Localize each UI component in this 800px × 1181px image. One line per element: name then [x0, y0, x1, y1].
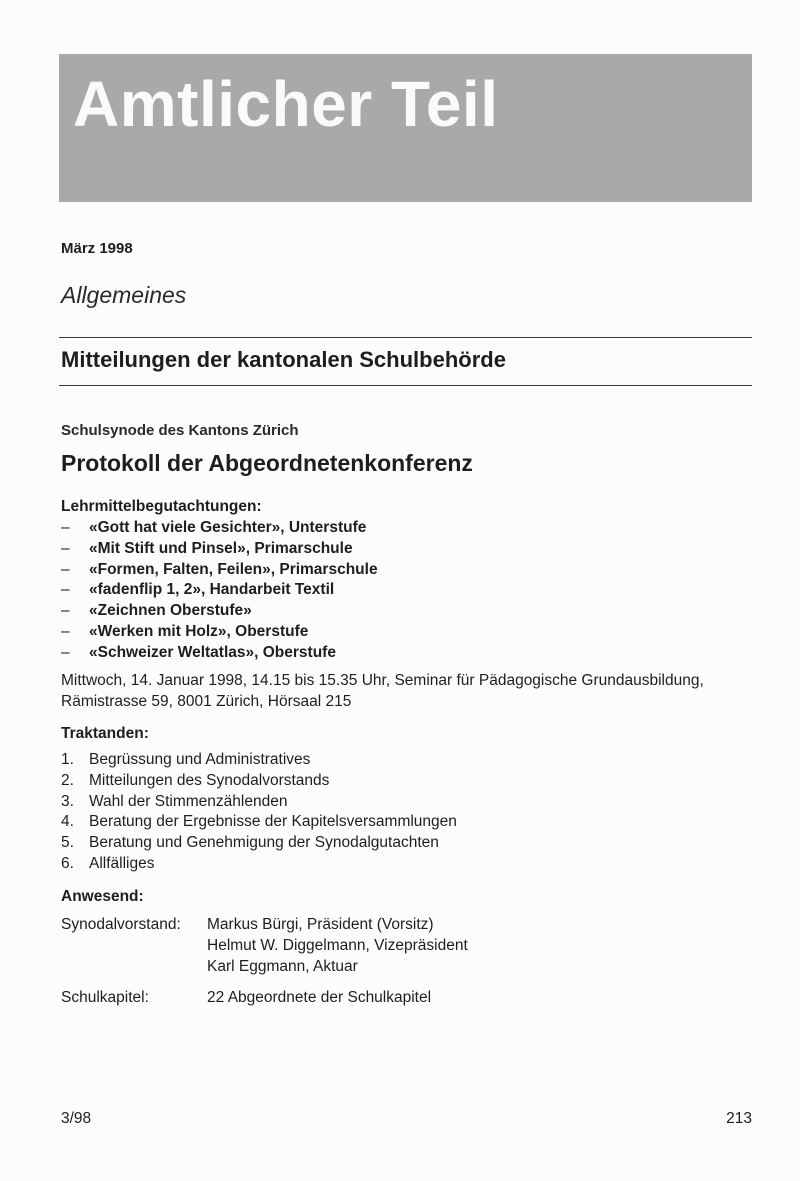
traktandum: Beratung und Genehmigung der Synodalgutachten — [89, 834, 439, 852]
lehrmittel-list — [61, 518, 378, 664]
list-item — [61, 854, 457, 875]
traktandum: Beratung der Ergebnisse der Kapitelsversammlungen — [89, 813, 457, 831]
traktanden-list — [61, 750, 457, 875]
item-number: 2. — [61, 771, 74, 789]
list-item — [61, 601, 378, 622]
list-item — [61, 833, 457, 854]
lehrmittel-item: «Mit Stift und Pinsel», Primarschule — [89, 539, 353, 557]
list-item — [61, 518, 378, 539]
lehrmittel-item: «Zeichnen Oberstufe» — [89, 602, 252, 620]
dash-marker: – — [61, 622, 70, 640]
anwesend-title: Anwesend: — [61, 888, 144, 905]
attendance-names — [207, 914, 468, 977]
section-title: Allgemeines — [61, 282, 187, 308]
issue-date: März 1998 — [61, 240, 133, 257]
subheading: Schulsynode des Kantons Zürich — [61, 422, 299, 439]
dash-marker: – — [61, 602, 70, 620]
traktandum: Begrüssung und Administratives — [89, 751, 311, 768]
attendee-name: Karl Eggmann, Aktuar — [207, 958, 358, 975]
item-number: 4. — [61, 813, 74, 831]
item-number: 3. — [61, 792, 74, 810]
issue-number: 3/98 — [61, 1110, 92, 1127]
dash-marker: – — [61, 643, 70, 661]
list-item — [61, 643, 378, 664]
traktandum: Allfälliges — [89, 854, 155, 872]
list-item — [61, 580, 378, 601]
traktanden-title: Traktanden: — [61, 725, 149, 742]
dash-marker: – — [61, 539, 70, 557]
item-number: 5. — [61, 834, 74, 852]
list-item — [61, 539, 378, 560]
lehrmittel-item: «Werken mit Holz», Oberstufe — [89, 622, 309, 640]
dash-marker: – — [61, 560, 70, 578]
list-item — [61, 792, 457, 813]
dash-marker: – — [61, 519, 70, 536]
attendance-names — [207, 987, 431, 1008]
lehrmittel-item: «Schweizer Weltatlas», Oberstufe — [89, 643, 336, 661]
item-number: 1. — [61, 751, 74, 768]
protocol-title: Protokoll der Abgeordnetenkonferenz — [61, 450, 473, 476]
attendee-name: 22 Abgeordnete der Schulkapitel — [207, 989, 432, 1006]
page-heading: Mitteilungen der kantonalen Schulbehörde — [61, 347, 506, 372]
header-banner — [59, 54, 752, 202]
attendance-role: Synodalvorstand: — [61, 916, 181, 933]
dash-marker: – — [61, 581, 70, 599]
item-number: 6. — [61, 854, 74, 872]
traktandum: Mitteilungen des Synodalvorstands — [89, 771, 330, 789]
list-item — [61, 750, 457, 771]
list-item — [61, 622, 378, 643]
divider-top — [59, 337, 752, 338]
meeting-details — [61, 670, 761, 712]
list-item — [61, 771, 457, 792]
attendance-role: Schulkapitel: — [61, 989, 149, 1006]
attendee-name: Markus Bürgi, Präsident (Vorsitz) — [207, 916, 434, 933]
lehrmittel-item: «Gott hat viele Gesichter», Unterstufe — [89, 519, 367, 536]
lehrmittel-item: «Formen, Falten, Feilen», Primarschule — [89, 560, 378, 578]
lehrmittel-item: «fadenflip 1, 2», Handarbeit Textil — [89, 581, 335, 599]
attendee-name: Helmut W. Diggelmann, Vizepräsident — [207, 937, 468, 954]
list-item — [61, 560, 378, 581]
divider-bottom — [59, 385, 752, 386]
meeting-line: Rämistrasse 59, 8001 Zürich, Hörsaal 215 — [61, 693, 352, 710]
list-item — [61, 812, 457, 833]
page-number: 213 — [726, 1110, 752, 1127]
lehrmittel-title: Lehrmittelbegutachtungen: — [61, 498, 262, 515]
banner-title: Amtlicher Teil — [73, 68, 499, 140]
meeting-line: Mittwoch, 14. Januar 1998, 14.15 bis 15.35 Uhr, Seminar für Pädagogische Grundausbildung, — [61, 672, 704, 689]
traktandum: Wahl der Stimmenzählenden — [89, 792, 288, 810]
